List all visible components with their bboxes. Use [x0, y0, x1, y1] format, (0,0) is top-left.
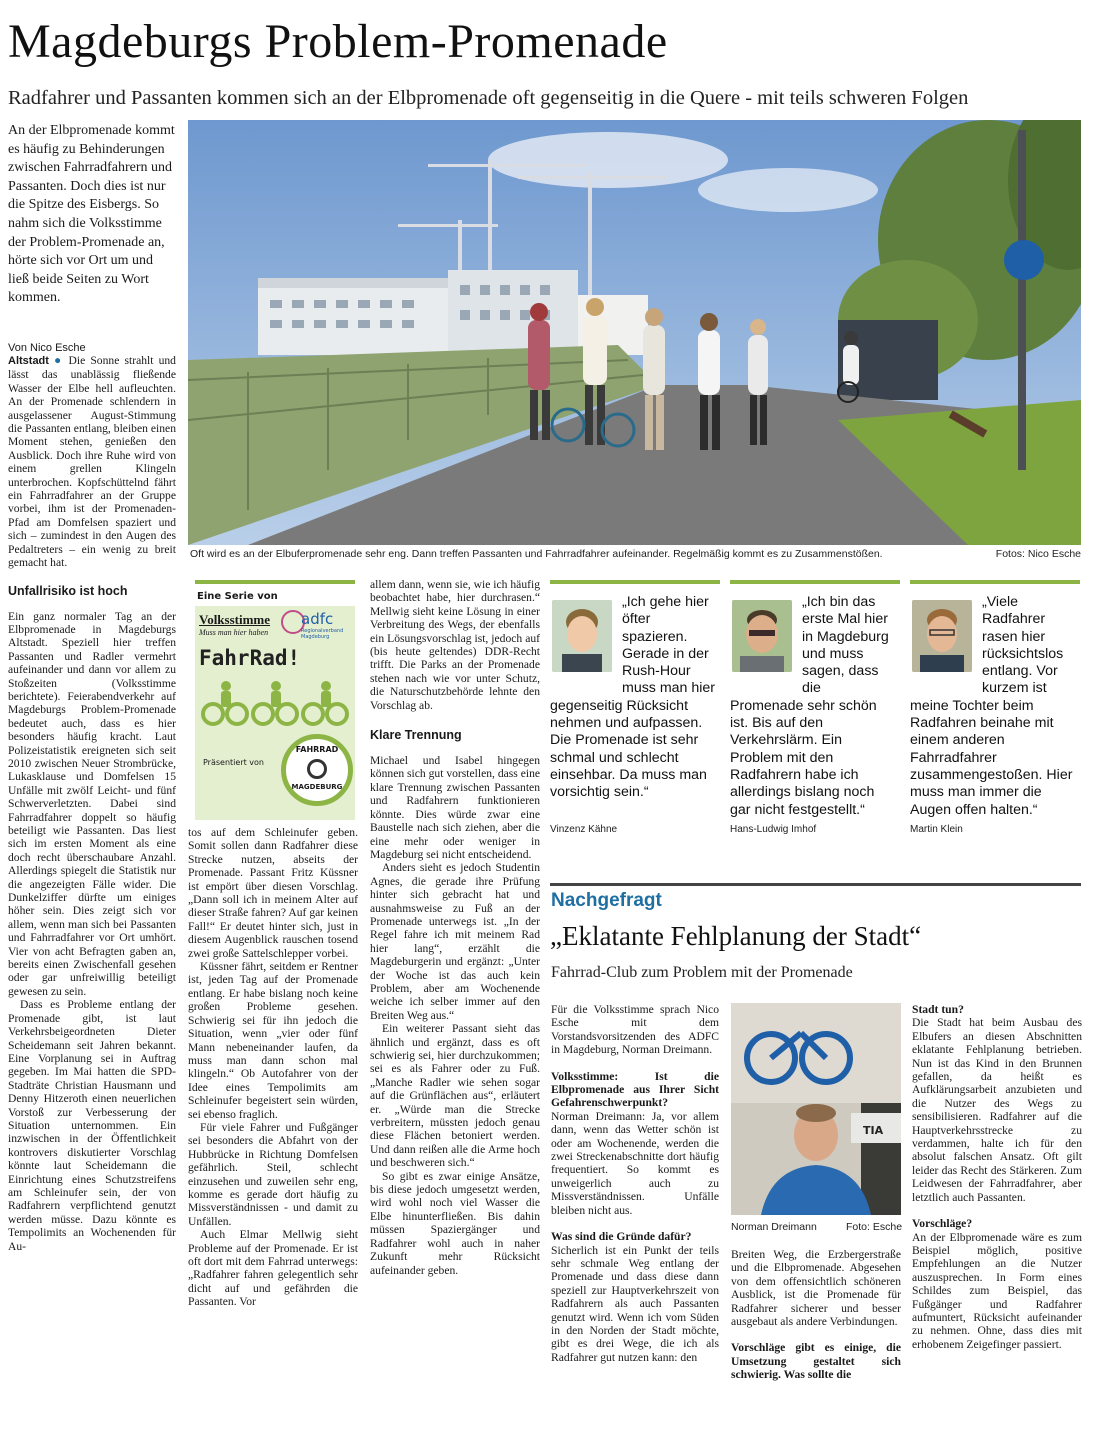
- interview-q4: Vorschläge?: [912, 1217, 973, 1231]
- headline: Magdeburgs Problem-Promenade: [8, 15, 668, 68]
- interview-q3b: Stadt tun?: [912, 1003, 964, 1016]
- quote-2-body: „Ich bin das erste Mal hier in Magdeburg und muss sagen, dass die Promenade sehr schön ist. Bis auf den Verkehrslärm. Ein Problem mit den Radfahrern habe ich allerdings bislang noch gar nicht festgestellt.“: [730, 594, 889, 818]
- col1-p1-text: Die Sonne strahlt und lässt das unablässig fließende Wasser der Elbe hell aufleuchten. An der Promenade schlendern in ausgelassener August-Stimmung die Passanten entlang, bleiben einen Moment stehen, genießen den Ausblick. Doch ihre Ruhe wird von einem grellen Klingeln unterbrochen. Kopfschüttelnd fährt ein Fahrradfahrer an der Gruppe vorbei, ihm ist der Promenaden-Pfad am Domfelsen spaziert und sich – zumindest in den Augen des Pedaltreters – ein wenig zu breit gemacht hat.: [8, 354, 176, 570]
- col3-subhead: Klare Trennung: [370, 728, 462, 743]
- fahrrad-title: FahrRad!: [199, 646, 301, 670]
- norman-dreimann-photo: [731, 1003, 901, 1215]
- col3-p2: Michael und Isabel hingegen können sich gut vorstellen, dass eine klare Trennung zwischen Passanten und Radfahrern funktionieren könnte. Dies würde zwar eine Baustelle nach sich ziehen, aber die eine mehr oder weniger in Magdeburg sei nicht entscheidend.: [370, 754, 541, 861]
- adfc-sub: Regionalverband Magdeburg: [301, 628, 344, 640]
- interview-label: Nachgefragt: [551, 890, 662, 911]
- col1-body: [8, 610, 176, 1254]
- col3-body: [370, 754, 540, 1277]
- interview-column-a: [551, 1003, 719, 1364]
- badge-wheel-icon: [307, 759, 327, 779]
- interview-photo: [731, 1003, 901, 1215]
- badge-bottom: MAGDEBURG: [291, 783, 343, 791]
- col3-p1: allem dann, wenn sie, wie ich häufig beobachtet habe, hier durchrasen.“ Mellwig sieht keine Lösung in einer Verbreitung des Wegs, der ebenfalls ein Lösungsvorschlag ist, jedoch auf (bis heute geltendes) DDR-Recht trifft. Die Parks an der Promenade stehen nach wie vor unter Schutz, die Naturschutzbehörde lehnte den Vorschlag ab.: [370, 578, 540, 712]
- promenade-photo-illustration: [188, 120, 1081, 545]
- col1-p1: [8, 354, 176, 570]
- quote-1-body: „Ich gehe hier öfter spazieren. Gerade in der Rush-Hour muss man hier gegenseitig Rücksicht nehmen und aufpassen. Die Promenade ist sehr schmal und schlecht einsehbar. Da muss man vorsichtig sein.“: [550, 594, 716, 801]
- interview-a1: Norman Dreimann: Ja, vor allem dann, wenn das Wetter schön ist oder am Wochenende, werden die zwei Streckenabschnitte dort häufig frequentiert. So kommt es unweigerlich auch zu Missverständnissen. Unfälle bleiben nicht aus.: [551, 1109, 719, 1217]
- interview-photo-credit: Foto: Esche: [846, 1221, 903, 1233]
- interview-headline: „Eklatante Fehlplanung der Stadt“: [550, 921, 922, 951]
- dateline-dot: ●: [54, 354, 64, 367]
- col2-p1: tos auf dem Schleinufer geben. Somit sollen dann Radfahrer diese Strecke nutzen, abseits der Promenade. Passant Fritz Küssner ist empört über diesen Vorschlag. „Dann soll ich in meinem Alter auf dieser Straße fahren? Auf gar keinen Fall!“ Er deutet hinter sich, just in diesem Augenblick rauschen tosend zwei große Sattelschlepper vorbei.: [188, 826, 358, 960]
- byline: Von Nico Esche: [8, 342, 86, 354]
- col1-p3: Dass es Probleme entlang der Promenade gibt, ist laut Verkehrsbeigeordneten Dieter Scheidemann seit Jahren bekannt. Eine Vorplanung sei in Auftrag gegeben. Im Mai hatten die SPD-Stadträte Christian Hausmann und Denny Hitzeroth einen neuerlichen Vorstoß zur Verbesserung der Situation unternommen. Ein inzwischen in der Öffentlichkeit kontrovers diskutierter Vorschlag könnte laut Scheidemann die Einrichtung eines Schutzstreifens am Schleinufer sein, der von Radfahrern verpflichtend genutzt werden müsse. Dazu könnte es Tempolimits an Wochenenden für Au-: [8, 998, 176, 1253]
- quote-rule-1: [550, 580, 720, 584]
- article-column-2: [188, 826, 358, 1309]
- interview-column-b: [731, 1248, 901, 1382]
- main-photo: [188, 120, 1081, 545]
- series-box: [195, 606, 355, 820]
- interview-a2: Sicherlich ist ein Punkt der teils sehr schmale Weg entlang der Promenade und dass diese dann speziell zur Hauptverkehrszeit von Radfahrern als auch Passanten genutzt wird. Wenn ich vom Süden in den Norden der Stadt möchte, gibt es drei Wege, die ich als Radfahrer gut nutzen kann: den: [551, 1243, 719, 1364]
- interview-intro: Für die Volksstimme sprach Nico Esche mit dem Vorstandsvorsitzenden des ADFC in Magdeburg, Norman Dreimann.: [551, 1003, 719, 1057]
- badge-top: FAHRRAD: [295, 745, 339, 754]
- series-title: Eine Serie von: [197, 591, 278, 602]
- volksstimme-slogan: Muss man hier haben: [199, 628, 269, 637]
- quote-3-name: Martin Klein: [910, 824, 963, 835]
- interview-a2b: Breiten Weg, die Erzbergerstraße und die Elbpromenade. Abgesehen von dem offensichtlich schöneren Ausblick, ist die Promenade für Radfahrer sicherer und besser ausgebaut als andere Verbindungen.: [731, 1248, 901, 1329]
- quote-2-name: Hans-Ludwig Imhof: [730, 824, 817, 835]
- article-column-1: [8, 342, 176, 1253]
- quote-3-text: [910, 594, 1078, 819]
- col2-p2: Küssner fährt, seitdem er Rentner ist, jeden Tag auf der Promenade entlang. Er habe bislang noch keine großen Probleme gesehen. Schwierig sei für ihn jedoch die Situation, wenn „vier oder fünf Mann nebeneinander laufen, da muss man dann schon mal klingeln.“ Ob Autofahrer von der Idee eines Tempolimits am Schleinufer begeistert sein würden, sei ebenso fraglich.: [188, 960, 358, 1121]
- fahrrad-magdeburg-badge: [281, 734, 353, 806]
- interview-q2: Was sind die Gründe dafür?: [551, 1230, 692, 1244]
- teaser: An der Elbpromenade kommt es häufig zu Behinderungen zwischen Fahrradfahrern und Passanten. Doch dies ist nur die Spitze des Eisbergs. So nahm sich die Volksstimme der Problem-Promenade an, hörte sich vor Ort um und ließ beide Seiten zu Wort kommen.: [8, 123, 175, 306]
- subheadline: Radfahrer und Passanten kommen sich an der Elbpromenade oft gegenseitig in die Quere - mit teils schweren Folgen: [8, 87, 969, 109]
- interview-q1: Volksstimme: Ist die Elbpromenade aus Ihrer Sicht Gefahrenschwerpunkt?: [551, 1069, 719, 1110]
- dateline: Altstadt: [8, 355, 49, 367]
- col3-p3: Anders sieht es jedoch Studentin Agnes, die gerade ihre Prüfung hinter sich gebracht hat und ausnahmsweise zu Fuß an der Promenade unterwegs ist. „In der Regel fahre ich mit meinem Rad hier lang“, erzählt die Magdeburgerin und ergänzt: „Unter der Woche ist das auch kein Problem, aber am Wochenende weiche ich selber immer auf den Breiten Weg aus.“: [370, 861, 540, 1022]
- photo-caption: Oft wird es an der Elbuferpromenade sehr eng. Dann treffen Passanten und Fahrradfahrer aufeinander. Regelmäßig kommt es zu Zusammenstößen.: [190, 548, 883, 560]
- interview-photo-name: Norman Dreimann: [731, 1221, 817, 1233]
- col2-p4: Auch Elmar Mellwig sieht Probleme auf der Promenade. Er ist oft dort mit dem Fahrrad unterwegs: „Radfahrer fahren gelegentlich sehr dicht auf und gefährden die Passanten. Vor: [188, 1228, 358, 1309]
- series-presented: Präsentiert von: [203, 758, 264, 767]
- cyclists-icon: [199, 678, 351, 728]
- quote-1-text: [550, 594, 718, 802]
- col2-p3: Für viele Fahrer und Fußgänger sei besonders die Abfahrt von der Hubbrücke in Richtung Domfelsen gefährlich. Steil, schlecht einzusehen und zuweilen sehr eng, komme es gerade dort häufig zu Missverständnissen - und damit zu Unfällen.: [188, 1120, 358, 1228]
- interview-rule: [550, 883, 1081, 886]
- series-rule: [195, 580, 355, 584]
- quote-rule-3: [910, 580, 1080, 584]
- col1-p2: Ein ganz normaler Tag an der Elbpromenade in Magdeburgs Altstadt. Speziell hier treffen Passanten und Radler vermehrt aufeinander und dann vor allem zu Stoßzeiten (Volksstimme berichtete). Feierabendverkehr auf Magdeburgs Problem-Promenade bedeutet auch, dass es hier besonders häufig kracht. Laut Polizeistatistik ereigneten sich seit 2010 zwischen Neuer Strombrücke, Lukasklause und Domfelsen 15 Unfälle mit zwölf Leicht- und fünf Schwerverletzten. Dabei sind Fahrradfahrer doppelt so häufig beteiligt wie Passanten. Das liest sich im ersten Moment als eine doch recht überschaubare Anzahl. Allerdings spiegelt die Statistik nur die angezeigten Fälle wider. Die Dunkelziffer dürfte um einiges höher sein. Dies zeigt sich vor allem, wenn man sich bei Passanten und Fahrradfahrer vor Ort umhört. Vier von acht Befragten gaben an, bereits einen Zwischenfall gesehen oder gar unfreiwillig beteiligt gewesen zu sein.: [8, 609, 176, 998]
- interview-q3: Vorschläge gibt es einige, die Umsetzung gestaltet sich schwierig. Was sollte die: [731, 1341, 901, 1382]
- col1-p1-wrap: [8, 354, 176, 570]
- adfc-logo: adfc: [301, 610, 334, 628]
- photo-credit: Fotos: Nico Esche: [995, 548, 1081, 560]
- interview-column-c: [912, 1003, 1082, 1351]
- sign-text: TIA: [863, 1124, 884, 1137]
- volksstimme-logo: Volksstimme: [199, 612, 271, 627]
- quote-3-body: „Viele Radfahrer rasen hier rücksichtslos entlang. Vor kurzem ist meine Tochter beim Radfahren beinahe mit einem anderen Fahrradfahrer zusammengestoßen. Hier muss man immer die Augen offen halten.“: [910, 594, 1073, 818]
- col3-p4: Ein weiterer Passant sieht das ähnlich und ergänzt, dass es oft schwierig sei, hier durchzukommen; sei es als Fahrer oder zu Fuß. „Manche Radler wie sehen sogar auf die Grünflächen aus“, erläutert er. „Würde man die Strecke verbreitern, müssten jedoch genau diese Flächen betoniert werden. Und dann reißen alle die Arme hoch und beschweren sich.“: [370, 1022, 540, 1170]
- col3-p5: So gibt es zwar einige Ansätze, bis diese jedoch umgesetzt werden, wird wohl noch viel Wasser die Elbe hinunterfließen. Bis dahin müssen Spaziergänger und Radfahrer wohl auch in naher Zukunft mehr Rücksicht aufeinander geben.: [370, 1169, 540, 1277]
- article-column-3: [370, 578, 540, 1277]
- interview-a4: An der Elbpromenade wäre es zum Beispiel möglich, positive Empfehlungen an die Nutzer auszusprechen. In Form eines Schildes zum Beispiel, das Fußgänger und Radfahrer aufmuntert, Rücksicht aufeinander zu nehmen. Ohne, dass dies mit erhobenem Zeigefinger passiert.: [912, 1230, 1082, 1351]
- interview-subheadline: Fahrrad-Club zum Problem mit der Promenade: [551, 964, 853, 981]
- quote-1-name: Vinzenz Kähne: [550, 824, 618, 835]
- interview-a3: Die Stadt hat beim Ausbau des Elbufers an diesen Abschnitten eklatante Fehlplanung betrieben. Nun ist das Kind in den Brunnen gefallen, da heißt es Aufklärungsarbeit anzubieten und die Nutzer des Wegs zu sensibilisieren. Radfahrer auf die Hauptverkehrsstrecke zu verdammen, halte ich für den absolut falschen Ansatz. Oft gilt leider das Recht des Stärkeren. Zum Leidwesen der Fahrradfahrer, aber letztlich auch Passanten.: [912, 1016, 1082, 1204]
- col1-subhead: Unfallrisiko ist hoch: [8, 583, 128, 598]
- quote-rule-2: [730, 580, 900, 584]
- quote-2-text: [730, 594, 898, 819]
